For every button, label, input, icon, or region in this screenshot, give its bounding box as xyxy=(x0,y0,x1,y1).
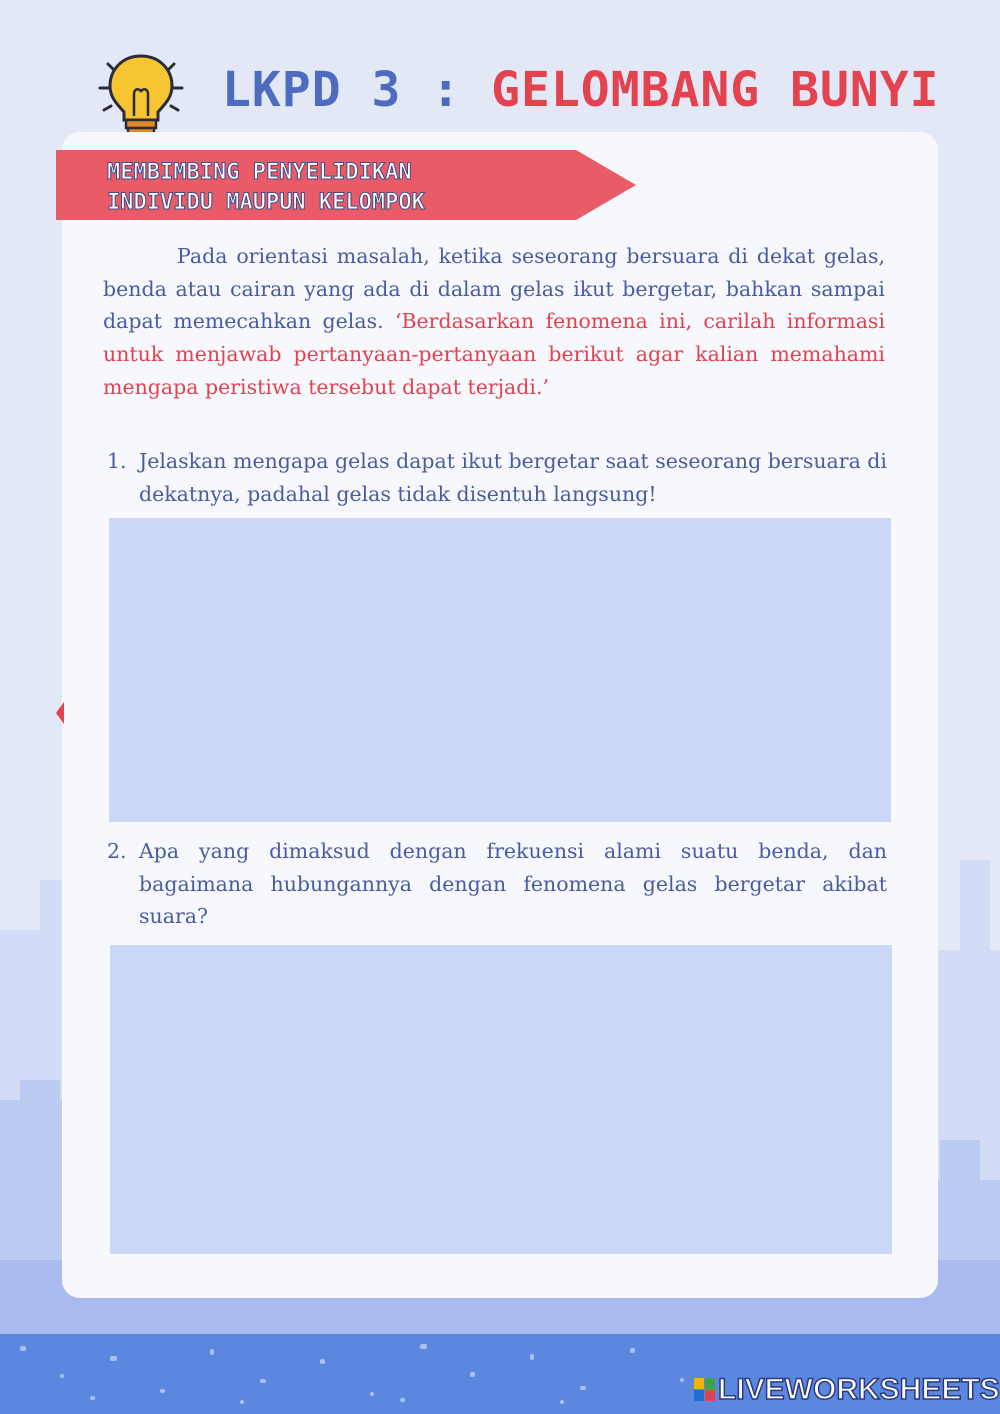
liveworksheets-logo-icon xyxy=(694,1378,716,1402)
lightbulb-icon xyxy=(94,50,188,144)
intro-instruction: ‘Berdasarkan fenomena ini, carilah informasi untuk menjawab pertanyaan-pertanyaan berikut agar kalian memahami mengapa peristiwa tersebut dapat terjadi.’ xyxy=(103,309,885,399)
brand-name: LIVEWORKSHEETS xyxy=(718,1373,1000,1406)
answer-field-2[interactable] xyxy=(110,945,892,1254)
banner-line-2: INDIVIDU MAUPUN KELOMPOK xyxy=(107,190,425,215)
answer-field-1[interactable] xyxy=(109,518,891,822)
question-1 xyxy=(103,445,887,510)
side-marker xyxy=(56,702,64,724)
question-2 xyxy=(103,835,887,933)
question-text: Jelaskan mengapa gelas dapat ikut bergetar saat seseorang bersuara di dekatnya, padahal gelas tidak disentuh langsung! xyxy=(139,449,887,506)
question-number: 2. xyxy=(107,839,127,863)
page-title xyxy=(222,60,940,120)
banner-line-1: MEMBIMBING PENYELIDIKAN xyxy=(107,160,412,185)
intro-paragraph xyxy=(103,240,885,404)
question-number: 1. xyxy=(107,449,127,473)
title-lkpd-number: LKPD 3 : xyxy=(222,62,462,118)
section-banner-text xyxy=(107,158,547,218)
title-topic: GELOMBANG BUNYI xyxy=(491,62,940,118)
intro-text: Pada orientasi masalah, ketika seseorang bersuara di dekat gelas, benda atau cairan yang ada di dalam gelas ikut bergetar, bahkan sampai dapat memecahkan gelas. xyxy=(103,244,885,334)
question-text: Apa yang dimaksud dengan frekuensi alami suatu benda, dan bagaimana hubungannya dengan fenomena gelas bergetar akibat suara? xyxy=(139,839,887,929)
